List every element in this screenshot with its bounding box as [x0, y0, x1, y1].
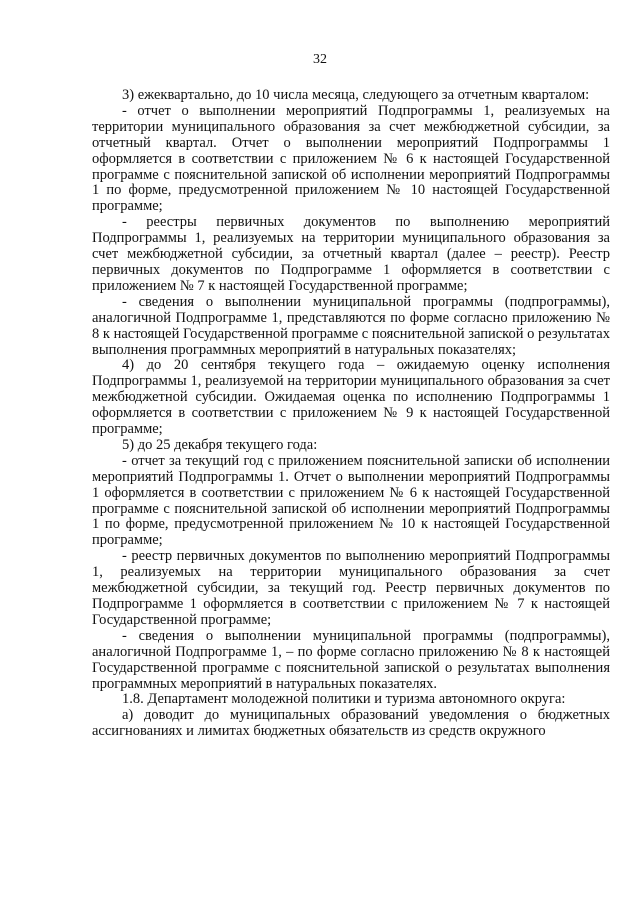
paragraph: 3) ежеквартально, до 10 числа месяца, следующего за отчетным кварталом: — [122, 87, 590, 103]
paragraph: 1.8. Департамент молодежной политики и туризма автономного округа: — [122, 691, 566, 708]
paragraph: а) доводит до муниципальных образований уведомления о бюджетных ассигнованиях и лимитах бюджетных обязательств из средств окружного — [92, 707, 610, 740]
paragraph: - реестр первичных документов по выполнению мероприятий Подпрограммы 1, реализуемых на территории муниципального образования за счет межбюджетной субсидии, за текущий год. Реестр первичных документов по Подпрограмме 1 оформляется в соответствии с приложением № 7 к настоящей Государственной программе; — [92, 548, 610, 628]
paragraph: - сведения о выполнении муниципальной программы (подпрограммы), аналогичной Подпрограмме 1, представляются по форме согласно приложению № 8 к настоящей Государственной программе с пояснительной запиской о результатах выполнения программных мероприятий в натуральных показателях; — [92, 293, 610, 358]
page-number: 32 — [313, 52, 327, 67]
paragraph: - отчет о выполнении мероприятий Подпрограммы 1, реализуемых на территории муниципального образования за счет межбюджетной субсидии, за отчетный квартал. Отчет о выполнении мероприятий Подпрограммы 1 оформляется в соответствии с приложением № 6 к настоящей Государственной программе с пояснительной запиской об исполнении мероприятий Подпрограммы 1 по форме, предусмотренной приложением № 10 настоящей Государственной программе; — [92, 102, 610, 215]
paragraph: - отчет за текущий год с приложением пояснительной записки об исполнении мероприятий Подпрограммы 1. Отчет о выполнении мероприятий Подпрограммы 1 оформляется в соответствии с приложением № 6 к настоящей Государственной программе с пояснительной запиской об исполнении мероприятий Подпрограммы 1 по форме, предусмотренной приложением № 10 к настоящей Государственной программе; — [92, 452, 610, 549]
paragraph: 5) до 25 декабря текущего года: — [122, 436, 318, 453]
body-text — [92, 88, 610, 740]
paragraph: - реестры первичных документов по выполнению мероприятий Подпрограммы 1, реализуемых на территории муниципального образования за счет межбюджетной субсидии, за отчетный квартал (далее – реестр). Реестр первичных документов по Подпрограмме 1 оформляется в соответствии с приложением № 7 к настоящей Государственной программе; — [92, 214, 610, 294]
paragraph: - сведения о выполнении муниципальной программы (подпрограммы), аналогичной Подпрограмме 1, – по форме согласно приложению № 8 к настоящей Государственной программе с пояснительной запиской о результатах выполнения программных мероприятий в натуральных показателях. — [92, 627, 610, 692]
paragraph: 4) до 20 сентября текущего года – ожидаемую оценку исполнения Подпрограммы 1, реализуемой на территории муниципального образования за счет межбюджетной субсидии. Ожидаемая оценка по исполнению Подпрограммы 1 оформляется в соответствии с приложением № 9 к настоящей Государственной программе; — [92, 357, 610, 438]
